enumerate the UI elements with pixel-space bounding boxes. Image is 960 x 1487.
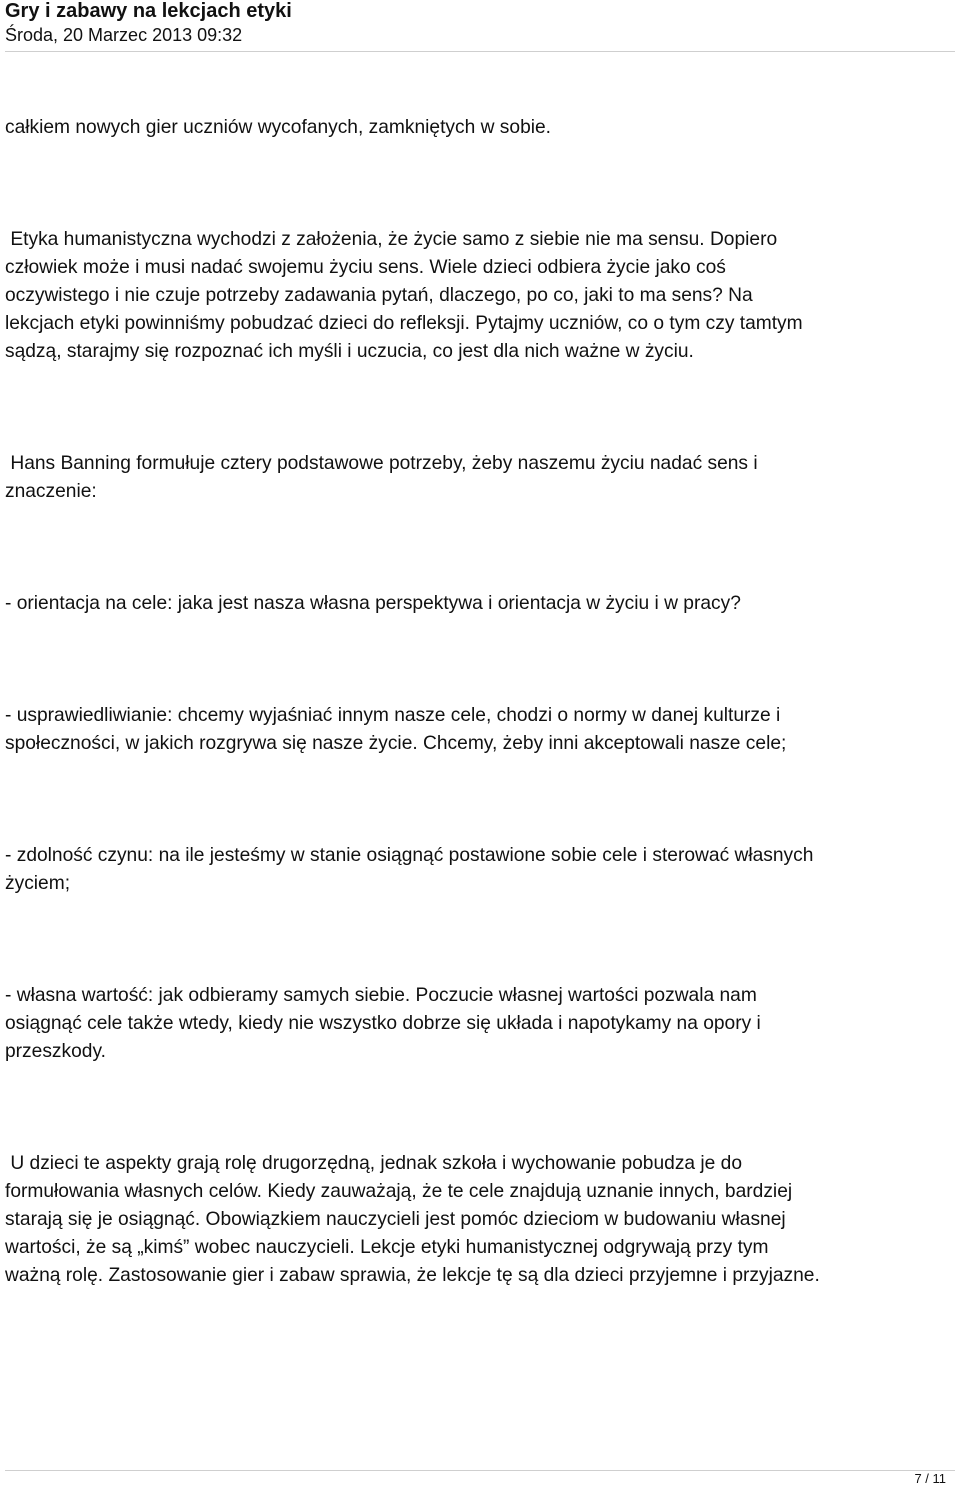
paragraph-children-aspects: U dzieci te aspekty grają rolę drugorzędną, jednak szkoła i wychowanie pobudza je do formułowania własnych celów. Kiedy zauważają, że te cele znajdują uznanie innych, bardziej starają się je osiągnąć. Obowiązkiem nauczycieli jest pomóc dzieciom w budowaniu własnej wartości, że są „kimś” wobec nauczycieli. Lekcje etyki humanistycznej odgrywają przy tym ważną rolę. Zastosowanie gier i zabaw sprawia, że lekcje tę są dla dzieci przyjemne i przyjazne.: [5, 1153, 820, 1286]
paragraph-intro: całkiem nowych gier uczniów wycofanych, zamkniętych w sobie.: [5, 117, 552, 138]
article-date: Środa, 20 Marzec 2013 09:32: [5, 25, 243, 45]
page-header: [5, 0, 955, 52]
paragraph-banning-needs: Hans Banning formułuje cztery podstawowe potrzeby, żeby naszemu życiu nadać sens i znaczenie:: [5, 453, 758, 502]
page-number: 7 / 11: [914, 1471, 946, 1486]
list-item-capacity-to-act: - zdolność czynu: na ile jesteśmy w stanie osiągnąć postawione sobie cele i sterować własnych życiem;: [5, 845, 814, 894]
paragraph-humanistic-ethics: Etyka humanistyczna wychodzi z założenia, że życie samo z siebie nie ma sensu. Dopiero człowiek może i musi nadać swojemu życiu sens. Wiele dzieci odbiera życie jako coś oczywistego i nie czuje potrzeby zadawania pytań, dlaczego, po co, jaki to ma sens? Na lekcjach etyki powinniśmy pobudzać dzieci do refleksji. Pytajmy uczniów, co o tym czy tamtym sądzą, starajmy się rozpoznać ich myśli i uczucia, co jest dla nich ważne w życiu.: [5, 229, 803, 362]
article-title: Gry i zabawy na lekcjach etyki: [5, 0, 292, 22]
footer-divider: [5, 1470, 955, 1471]
list-item-self-worth: - własna wartość: jak odbieramy samych siebie. Poczucie własnej wartości pozwala nam osiągnąć cele także wtedy, kiedy nie wszystko dobrze się układa i napotykamy na opory i przeszkody.: [5, 985, 761, 1062]
list-item-goal-orientation: - orientacja na cele: jaka jest nasza własna perspektywa i orientacja w życiu i w pracy?: [5, 593, 741, 614]
list-item-justification: - usprawiedliwianie: chcemy wyjaśniać innym nasze cele, chodzi o normy w danej kulturze i społeczności, w jakich rozgrywa się nasze życie. Chcemy, żeby inni akceptowali nasze cele;: [5, 705, 787, 754]
